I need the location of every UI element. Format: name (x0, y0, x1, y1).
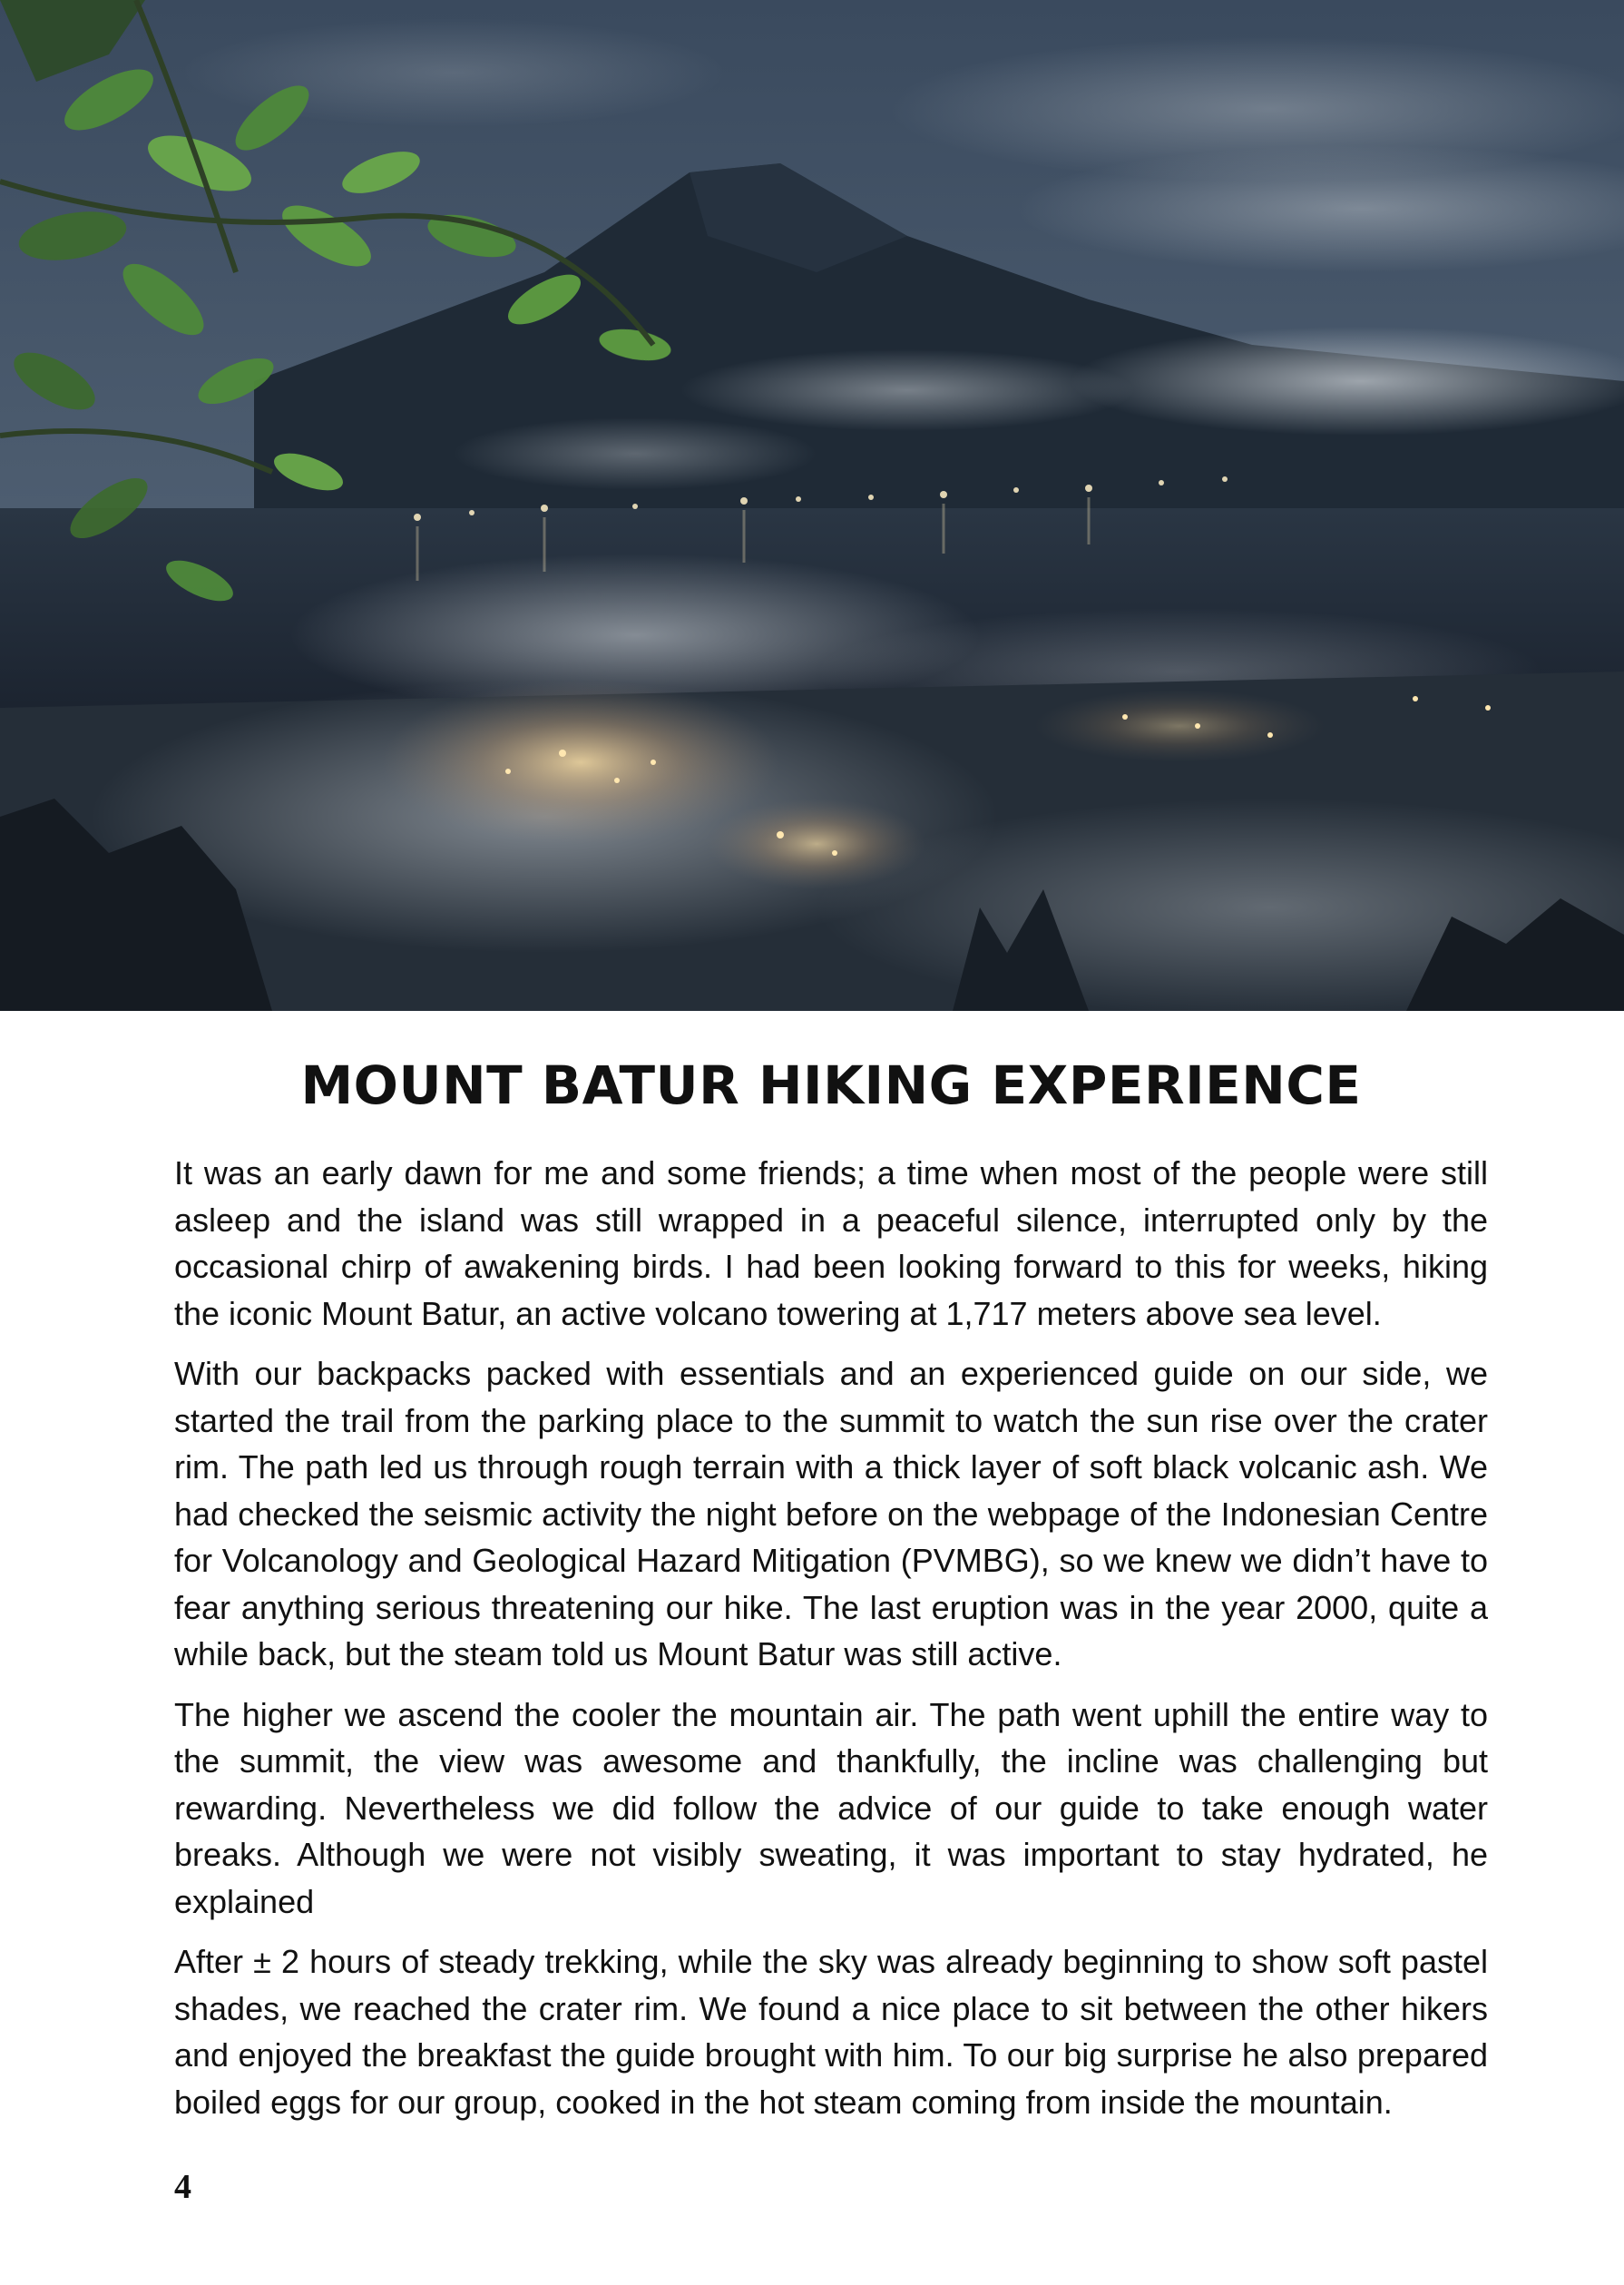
article-title: MOUNT BATUR HIKING EXPERIENCE (300, 1054, 1362, 1116)
article-paragraph: After ± 2 hours of steady trekking, while the sky was already beginning to show soft pastel shades, we reached the crater rim. We found a nice place to sit between the other hikers and enjoyed the breakfast the guide brought with him. To our big surprise he also prepared boiled eggs for our group, cooked in the hot steam coming from inside the mountain. (174, 1943, 1488, 2121)
mount-batur-night-photo (0, 0, 1624, 1011)
article-paragraph: It was an early dawn for me and some friends; a time when most of the people were still asleep and the island was still wrapped in a peaceful silence, interrupted only by the occasional chirp of awakening birds. I had been looking forward to this for weeks, hiking the iconic Mount Batur, an active volcano towering at 1,717 meters above sea level. (174, 1154, 1488, 1332)
article-paragraph: The higher we ascend the cooler the mountain air. The path went uphill the entire way to the summit, the view was awesome and thankfully, the incline was challenging but rewarding. Nevertheless we did follow the advice of our guide to take enough water breaks. Although we were not visibly sweating, it was important to stay hydrated, he explained (174, 1695, 1488, 1920)
hero-photo (0, 0, 1624, 1011)
article-paragraph: With our backpacks packed with essentials and an experienced guide on our side, we started the trail from the parking place to the summit to watch the sun rise over the crater rim. The path led us through rough terrain with a thick layer of soft black volcanic ash. We had checked the seismic activity the night before on the webpage of the Indonesian Centre for Volcanology and Geological Hazard Mitigation (PVMBG), so we knew we didn’t have to fear anything serious threatening our hike. The last eruption was in the year 2000, quite a while back, but the steam told us Mount Batur was still active. (174, 1355, 1488, 1672)
article (174, 1048, 1488, 2139)
page-number: 4 (174, 2168, 191, 2206)
